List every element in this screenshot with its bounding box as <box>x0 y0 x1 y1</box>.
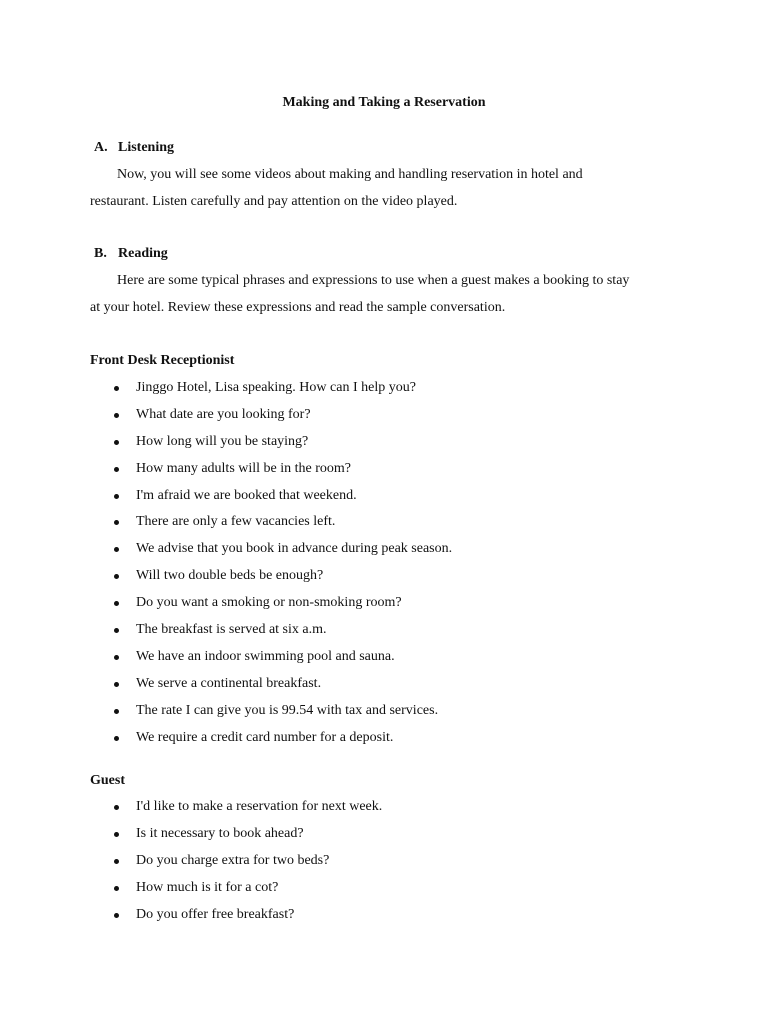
list-item-text: Is it necessary to book ahead? <box>136 825 304 841</box>
list-item-text: We advise that you book in advance during peak season. <box>136 541 453 557</box>
list-item <box>90 621 452 648</box>
bullet-icon <box>114 859 119 864</box>
section-a-paragraph-line1: Now, you will see some videos about making and handling reservation in hotel and <box>117 167 583 182</box>
bullet-icon <box>114 709 119 714</box>
guest-phrase-list <box>90 798 382 932</box>
list-item <box>90 852 382 879</box>
bullet-icon <box>114 601 119 606</box>
list-item-text: There are only a few vacancies left. <box>136 514 336 530</box>
bullet-icon <box>114 886 119 891</box>
bullet-icon <box>114 628 119 633</box>
list-item-text: How many adults will be in the room? <box>136 460 352 476</box>
list-item <box>90 906 382 933</box>
list-item <box>90 729 452 756</box>
list-item <box>90 879 382 906</box>
list-item-text: Do you want a smoking or non-smoking room? <box>136 595 402 611</box>
list-item <box>90 648 452 675</box>
list-item-text: We require a credit card number for a deposit. <box>136 729 394 745</box>
list-item <box>90 379 452 406</box>
list-item-text: The breakfast is served at six a.m. <box>136 622 327 638</box>
bullet-icon <box>114 520 119 525</box>
list-item-text: Do you offer free breakfast? <box>136 906 295 922</box>
list-item-text: I'm afraid we are booked that weekend. <box>136 487 357 503</box>
list-item-text: How much is it for a cot? <box>136 879 279 895</box>
receptionist-phrase-list <box>90 379 452 755</box>
bullet-icon <box>114 467 119 472</box>
bullet-icon <box>114 413 119 418</box>
section-a-title: Listening <box>118 140 175 155</box>
section-b-paragraph <box>90 267 690 321</box>
bullet-icon <box>114 832 119 837</box>
list-item <box>90 540 452 567</box>
list-item-text: We have an indoor swimming pool and sauna. <box>136 648 395 664</box>
bullet-icon <box>114 574 119 579</box>
bullet-icon <box>114 736 119 741</box>
list-item <box>90 567 452 594</box>
list-item <box>90 594 452 621</box>
list-item-text: We serve a continental breakfast. <box>136 675 322 691</box>
document-title: Making and Taking a Reservation <box>282 95 486 110</box>
list-item <box>90 513 452 540</box>
bullet-icon <box>114 655 119 660</box>
list-item <box>90 825 382 852</box>
guest-heading: Guest <box>90 773 125 788</box>
list-item <box>90 702 452 729</box>
bullet-icon <box>114 494 119 499</box>
list-item-text: I'd like to make a reservation for next week. <box>136 799 383 814</box>
section-a-paragraph <box>90 161 690 215</box>
section-b-paragraph-line1: Here are some typical phrases and expressions to use when a guest makes a booking to stay <box>117 273 630 288</box>
list-item-text: What date are you looking for? <box>136 406 311 422</box>
list-item <box>90 798 382 825</box>
section-b-paragraph-line2: at your hotel. Review these expressions and read the sample conversation. <box>90 300 506 315</box>
section-b-letter: B. <box>94 246 107 261</box>
bullet-icon <box>114 386 119 391</box>
list-item-text: Jinggo Hotel, Lisa speaking. How can I help you? <box>136 380 416 395</box>
section-a-letter: A. <box>94 140 108 155</box>
section-b-title: Reading <box>118 246 168 261</box>
bullet-icon <box>114 440 119 445</box>
list-item-text: Will two double beds be enough? <box>136 568 324 584</box>
receptionist-heading: Front Desk Receptionist <box>90 353 235 368</box>
section-a-paragraph-line2: restaurant. Listen carefully and pay attention on the video played. <box>90 194 458 209</box>
bullet-icon <box>114 547 119 552</box>
bullet-icon <box>114 805 119 810</box>
bullet-icon <box>114 682 119 687</box>
list-item <box>90 433 452 460</box>
list-item-text: Do you charge extra for two beds? <box>136 852 330 868</box>
bullet-icon <box>114 913 119 918</box>
list-item-text: The rate I can give you is 99.54 with tax and services. <box>136 702 439 718</box>
list-item <box>90 406 452 433</box>
list-item <box>90 460 452 487</box>
section-a-heading <box>94 139 174 157</box>
list-item-text: How long will you be staying? <box>136 433 309 449</box>
section-b-heading <box>94 245 168 263</box>
list-item <box>90 487 452 514</box>
list-item <box>90 675 452 702</box>
